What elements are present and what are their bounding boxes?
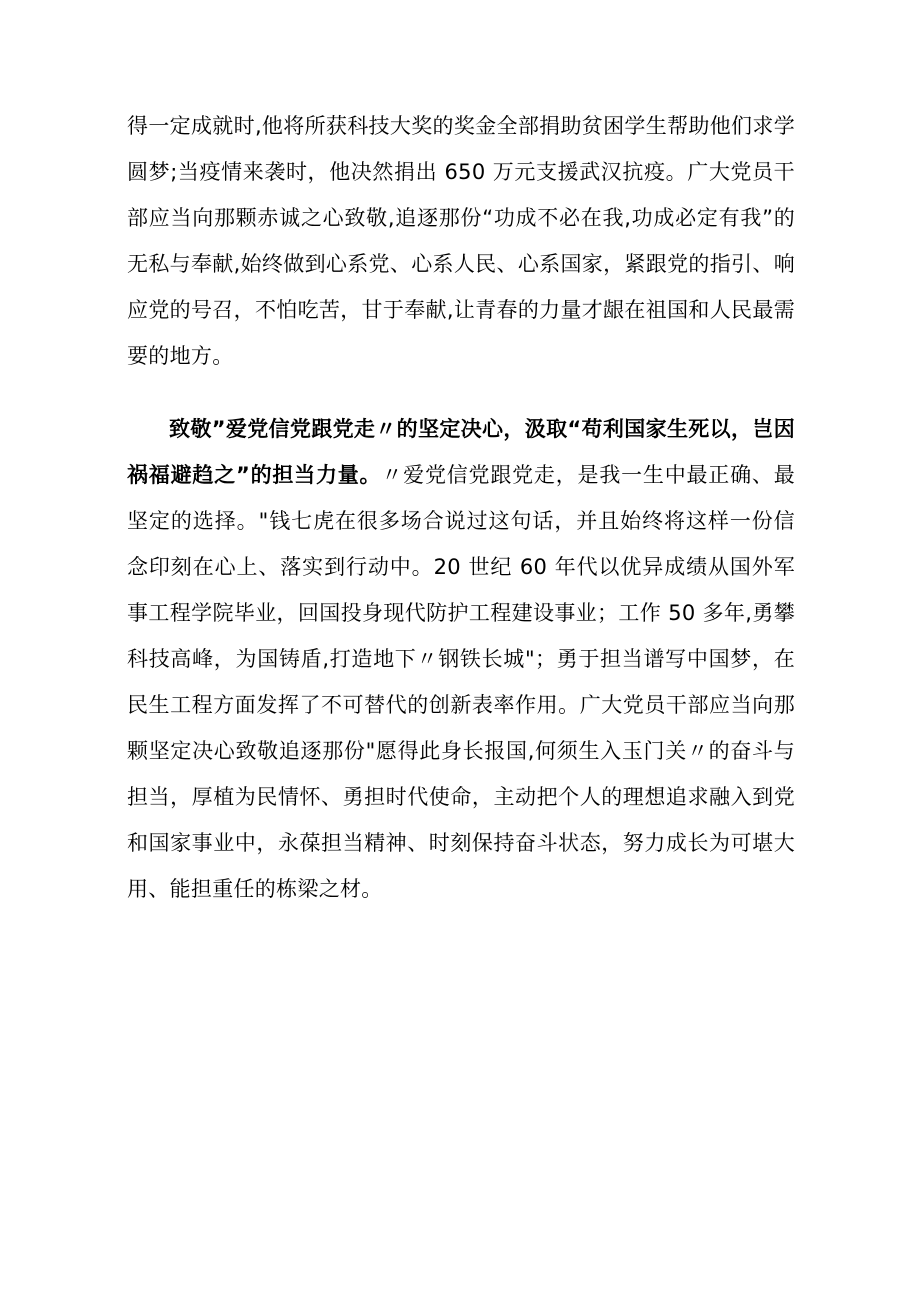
paragraph-2-text: 〃爱党信党跟党走，是我一生中最正确、最坚定的选择。"钱七虎在很多场合说过这句话，并且始终将这样一份信念印刻在心上、落实到行动中。20 世纪 60 年代以优异成绩从国外军事工程学院毕业，回国投身现代防护工程建设事业；工作 50 多年,勇攀科技高峰，为国铸盾,打造地下〃钢铁长城"；勇于担当谱写中国梦，在民生工程方面发挥了不可替代的创新表率作用。广大党员干部应当向那颗坚定决心致敬追逐那份"愿得此身长报国,何须生入玉门关〃的奋斗与担当，厚植为民情怀、勇担时代使命，主动把个人的理想追求融入到党和国家事业中，永葆担当精神、时刻保持奋斗状态，努力成长为可堪大用、能担重任的栋梁之材。 xyxy=(127,463,795,901)
paragraph-1 xyxy=(127,103,795,379)
paragraph-2 xyxy=(127,406,795,912)
paragraph-1-text: 得一定成就时,他将所获科技大奖的奖金全部捐助贫困学生帮助他们求学圆梦;当疫情来袭时，他决然捐出 650 万元支援武汉抗疫。广大党员干部应当向那颗赤诚之心致敬,追逐那份“功成不必在我,功成必定有我”的无私与奉献,始终做到心系党、心系人民、心系国家，紧跟党的指引、响应党的号召，不怕吃苦，甘于奉献,让青春的力量才龈在祖国和人民最需要的地方。 xyxy=(127,114,795,368)
paragraph-2-bold-lead: 致敬”爱党信党跟党走〃的坚定决心，汲取“苟利国家生死以，岂因祸福避趋之”的担当力量。 xyxy=(127,417,795,487)
